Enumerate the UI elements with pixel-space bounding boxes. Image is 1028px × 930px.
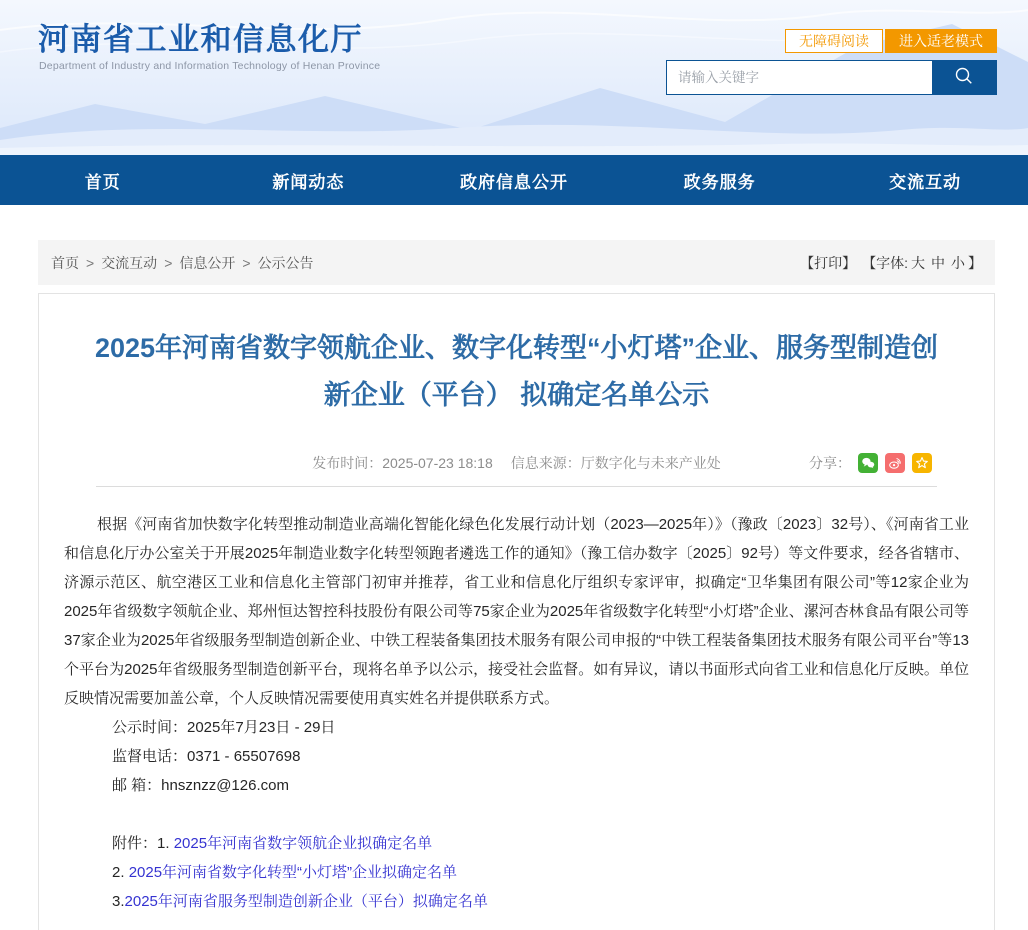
breadcrumb-announcements: 公示公告 — [257, 254, 314, 271]
font-size-label-close: 】 — [968, 254, 982, 271]
source-label: 信息来源： — [510, 455, 581, 471]
search-button[interactable] — [932, 61, 996, 94]
breadcrumb-info-disclosure[interactable]: 信息公开 — [179, 254, 236, 271]
breadcrumb-separator: > — [86, 254, 95, 271]
share-wechat-icon[interactable] — [858, 453, 878, 473]
breadcrumb-interaction[interactable]: 交流互动 — [101, 254, 158, 271]
attachment-link-lighthouse-list[interactable]: 2025年河南省数字化转型“小灯塔”企业拟确定名单 — [128, 864, 458, 881]
site-title: 河南省工业和信息化厅 — [38, 22, 363, 57]
attachment-line-2 — [64, 858, 969, 887]
main-nav — [0, 155, 1028, 205]
publish-time-label: 发布时间： — [312, 455, 383, 471]
meta-divider — [96, 486, 937, 487]
nav-item-services[interactable]: 政务服务 — [683, 172, 756, 192]
font-size-label: 【字体: — [862, 254, 908, 271]
share-bar — [809, 453, 994, 473]
site-title-english: Department of Industry and Information Technology of Henan Province — [39, 60, 381, 72]
supervision-phone-line: 监督电话：0371 - 65507698 — [112, 748, 301, 765]
quick-buttons — [666, 29, 997, 53]
attachment-number: 1. — [157, 835, 174, 852]
breadcrumb-row — [38, 240, 995, 285]
blank-line — [64, 800, 969, 829]
article-container — [38, 293, 995, 930]
publish-time-value: 2025-07-23 18:18 — [382, 455, 493, 471]
email-line: 邮 箱：hnsznzz@126.com — [112, 777, 289, 794]
accessibility-reading-button[interactable]: 无障碍阅读 — [785, 29, 883, 53]
breadcrumb-separator: > — [242, 254, 251, 271]
share-label: 分享： — [809, 455, 851, 471]
nav-item-news[interactable]: 新闻动态 — [272, 172, 345, 192]
search-bar — [666, 60, 997, 95]
share-favorite-star-icon[interactable] — [912, 453, 932, 473]
public-period-line: 公示时间：2025年7月23日 - 29日 — [112, 719, 336, 736]
attachment-line-1 — [64, 829, 969, 858]
attachments-label: 附件： — [112, 835, 158, 852]
site-logo[interactable] — [38, 22, 380, 72]
attachment-link-digital-pilot-list[interactable]: 2025年河南省数字领航企业拟确定名单 — [173, 835, 433, 852]
header-right — [666, 29, 997, 95]
breadcrumb — [51, 253, 314, 273]
article-meta-row — [39, 453, 994, 473]
font-size-medium[interactable]: 中 — [931, 254, 945, 271]
article-title: 2025年河南省数字领航企业、数字化转型“小灯塔”企业、服务型制造创新企业（平台） 拟确定名单公示 — [94, 333, 939, 410]
font-size-small[interactable]: 小 — [951, 254, 965, 271]
page-tools — [800, 253, 982, 273]
article-body — [64, 510, 969, 916]
attachment-link-service-manufacturing-list[interactable]: 2025年河南省服务型制造创新企业（平台）拟确定名单 — [124, 893, 488, 910]
search-input[interactable] — [667, 61, 932, 94]
nav-item-gov-info[interactable]: 政府信息公开 — [459, 172, 568, 192]
breadcrumb-home[interactable]: 首页 — [51, 254, 79, 271]
source-value: 厅数字化与未来产业处 — [580, 455, 721, 471]
share-weibo-icon[interactable] — [885, 453, 905, 473]
font-size-large[interactable]: 大 — [911, 254, 925, 271]
elder-mode-button[interactable]: 进入适老模式 — [885, 29, 997, 53]
breadcrumb-separator: > — [164, 254, 173, 271]
attachment-number: 2. — [112, 864, 129, 881]
page-body — [38, 240, 995, 930]
article-meta — [312, 453, 721, 473]
attachment-number: 3. — [112, 893, 125, 910]
site-header — [0, 0, 1028, 155]
article-paragraph: 根据《河南省加快数字化转型推动制造业高端化智能化绿色化发展行动计划（2023—2025年）》（豫政〔2023〕32号）、《河南省工业和信息化厅办公室关于开展2025年制造业数字化转型领跑者遴选工作的通知》（豫工信办数字〔2025〕92号）等文件要求，经各省辖市、济源示范区、航空港区工业和信息化主管部门初审并推荐，省工业和信息化厅组织专家评审，拟确定“卫华集团有限公司”等12家企业为2025年省级数字领航企业、郑州恒达智控科技股份有限公司等75家企业为2025年省级数字化转型“小灯塔”企业、漯河杏林食品有限公司等37家企业为2025年省级服务型制造创新企业、中铁工程装备集团技术服务有限公司申报的“中铁工程装备集团技术服务有限公司平台”等13个平台为2025年省级服务型制造创新平台，现将名单予以公示，接受社会监督。如有异议，请以书面形式向省工业和信息化厅反映。单位反映情况需要加盖公章，个人反映情况需要使用真实姓名并提供联系方式。 — [64, 516, 970, 707]
nav-item-home[interactable]: 首页 — [84, 172, 121, 192]
nav-item-interaction[interactable]: 交流互动 — [889, 172, 962, 192]
search-icon — [953, 65, 975, 90]
print-button[interactable]: 【打印】 — [800, 254, 857, 271]
attachment-line-3 — [64, 887, 969, 916]
font-size-controls — [862, 253, 982, 273]
